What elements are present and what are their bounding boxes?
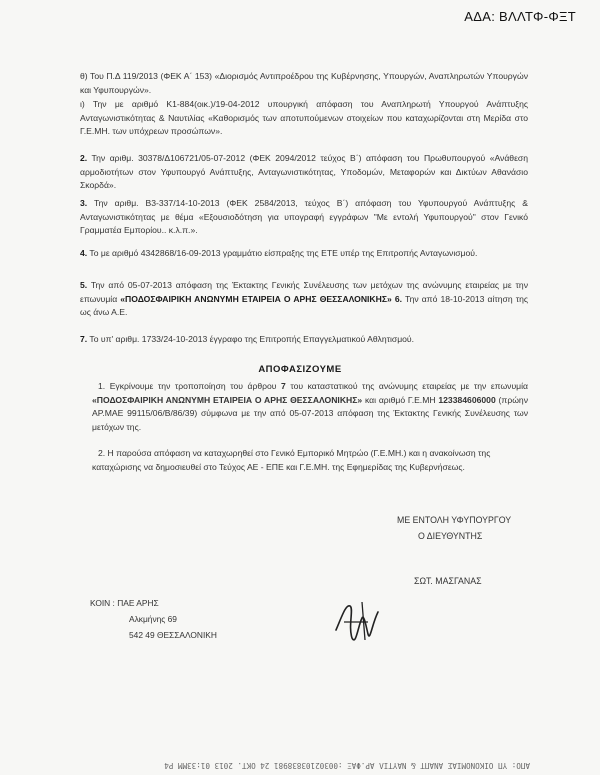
paragraph-number: 4.	[80, 248, 88, 258]
paragraph-theta	[80, 70, 528, 97]
paragraph-text: Την από 05-07-2013 απόφαση της Έκτακτης Γενικής Συνέλευσης των μετόχων της ανώνυμης εταιρείας με την επωνυμία	[80, 280, 529, 304]
gemi-number: 123384606000	[438, 394, 496, 405]
decision-text: 1. Εγκρίνουμε την τροποποίηση του άρθρου	[98, 381, 282, 391]
decision-text: και αριθμό Γ.Ε.ΜΗ	[362, 394, 439, 405]
paragraph-7	[80, 333, 528, 347]
decision-text: (πρώην ΑΡ.ΜΑΕ 99115/06/Β/86/39) σύμφωνα με την από 05-07-2013 απόφαση της Έκτακτης Γενικής Συνέλευσης των μετόχων της.	[92, 394, 528, 432]
recipient-street: Αλκμήνης 69	[129, 614, 177, 624]
recipient-label: ΚΟΙΝ : ΠΑΕ ΑΡΗΣ	[90, 598, 159, 608]
paragraph-number-6: 6.	[394, 293, 403, 304]
paragraph-3	[80, 197, 528, 238]
signature-line-2: Ο ΔΙΕΥΘΥΝΤΗΣ	[418, 531, 483, 541]
paragraph-text: Το υπ' αριθμ. 1733/24-10-2013 έγγραφο της Επιτροπής Επαγγελματικού Αθλητισμού.	[89, 334, 415, 344]
ada-code: ΑΔΑ: ΒΛΛΤΦ-ΦΞΤ	[464, 9, 576, 24]
paragraph-2	[80, 152, 528, 193]
paragraph-5	[80, 279, 528, 320]
company-name: «ΠΟΔΟΣΦΑΙΡΙΚΗ ΑΝΩΝΥΜΗ ΕΤΑΙΡΕΙΑ Ο ΑΡΗΣ ΘΕΣΣΑΛΟΝΙΚΗΣ»	[120, 293, 392, 304]
paragraph-text: Το με αριθμό 4342868/16-09-2013 γραμμάτιο είσπραξης της ΕΤΕ υπέρ της Επιτροπής Ανταγωνισμού.	[89, 248, 478, 258]
decision-text: 2. Η παρούσα απόφαση να καταχωρηθεί στο Γενικό Εμπορικό Μητρώο (Γ.Ε.ΜΗ.) και η ανακοίνωση της καταχώρισης να δημοσιευθεί στο Τεύχος ΑΕ - ΕΠΕ και Γ.Ε.ΜΗ. της Εφημερίδας της Κυβερνήσεως.	[92, 448, 491, 472]
paragraph-text: Την αριθμ. Β3-337/14-10-2013 (ΦΕΚ 2584/2013, τεύχος Β΄) απόφαση του Υφυπουργού Ανάπτυξης & Ανταγωνιστικότητας με θέμα «Εξουσιοδότηση για υπογραφή εγγράφων "Με εντολή Υφυπουργού" στον Γενικό Γραμματέα Εμπορίου.. κ.λ.π.».	[80, 198, 528, 236]
paragraph-text: θ) Του Π.Δ 119/2013 (ΦΕΚ Α΄ 153) «Διορισμός Αντιπροέδρου της Κυβέρνησης, Υπουργών, Αναπληρωτών Υπουργών και Υφυπουργών».	[80, 71, 528, 95]
decision-item-2	[92, 447, 528, 474]
recipient-city: 542 49 ΘΕΣΣΑΛΟΝΙΚΗ	[129, 630, 217, 640]
article-number: 7	[281, 381, 286, 391]
handwritten-signature	[328, 596, 388, 653]
paragraph-text: Την αριθμ. 30378/Δ106721/05-07-2012 (ΦΕΚ 2094/2012 τεύχος Β΄) απόφαση του Πρωθυπουργού «Ανάθεση αρμοδιοτήτων στον Υφυπουργό Ανάπτυξης, Ανταγωνιστικότητας, Υποδομών, Μεταφορών και Δικτύων Αθανάσιο Σκορδά».	[80, 153, 529, 191]
paragraph-iota	[80, 98, 528, 139]
decision-heading: ΑΠΟΦΑΣΙΖΟΥΜΕ	[258, 364, 342, 375]
paragraph-number: 7.	[80, 334, 88, 344]
paragraph-number: 2.	[80, 153, 88, 163]
decision-text: του καταστατικού της ανώνυμης εταιρείας με την επωνυμία	[285, 381, 528, 391]
paragraph-number: 5.	[80, 280, 88, 290]
fax-footer: ΑΠΟ: ΥΠ ΟΙΚΟΝΟΜΙΑΣ ΑΝΑΠΤ & ΝΑΥΤΙΛ ΑΡ.ΦΑΞ :00302103838981 24 ΟΚΤ. 2013 01:33ΜΜ Ρ4	[164, 761, 530, 770]
paragraph-number: 3.	[80, 198, 88, 208]
decision-item-1	[92, 380, 528, 434]
paragraph-4	[80, 247, 528, 261]
signature-line-1: ΜΕ ΕΝΤΟΛΗ ΥΦΥΠΟΥΡΓΟΥ	[397, 515, 512, 525]
paragraph-text: ι) Την με αριθμό Κ1-884(οικ.)/19-04-2012 υπουργική απόφαση του Αναπληρωτή Υπουργού Ανάπτυξης Ανταγωνιστικότητας & Ναυτιλίας «Καθορισμός των αποτυπούμενων στοιχείων που καταχωρίζονται στη Μερίδα στο Γ.Ε.ΜΗ. των υπόχρεων προσώπων».	[80, 99, 528, 137]
company-name: «ΠΟΔΟΣΦΑΙΡΙΚΗ ΑΝΩΝΥΜΗ ΕΤΑΙΡΕΙΑ Ο ΑΡΗΣ ΘΕΣΣΑΛΟΝΙΚΗΣ»	[92, 394, 363, 405]
paragraph-text-6: Την από 18-10-2013 αίτηση της ως άνω Α.Ε.	[80, 293, 529, 318]
signatory-name: ΣΩΤ. ΜΑΣΓΑΝΑΣ	[414, 576, 482, 586]
